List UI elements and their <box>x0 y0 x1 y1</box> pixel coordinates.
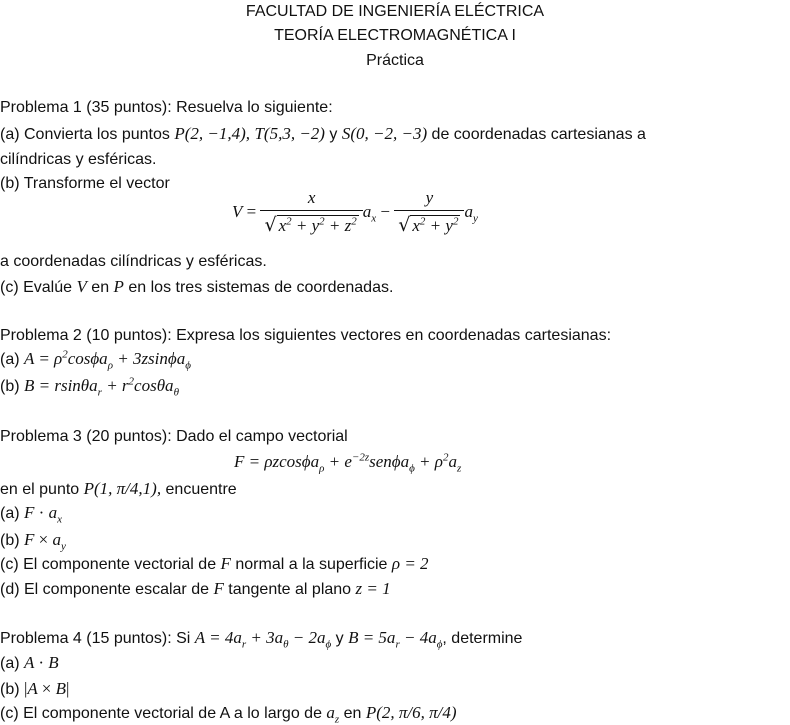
problem-1-a: (a) Convierta los puntos P(2, −1,4), T(5,3, −2) y S(0, −2, −3) de coordenadas cartesianas a <box>0 124 646 143</box>
problem-4-c: (c) El componente vectorial de A a lo largo de $a_z$ en P(2, π/6, π/4) <box>0 703 457 725</box>
problem-2-a: (a) $A = \rho^2\cos\phi a_\rho + 3zsin\phi a_\phi$ <box>0 348 191 372</box>
equation-v: V = $\frac{x}{√ x^2 + y^2 + z^2}$ $a_x$ − $\frac{y}{√ x^2 + y^2}$ $a_y$ <box>232 188 478 236</box>
problem-2-b: (b) $B = rsin\theta a_r + r^2\cos\theta a_\theta$ <box>0 375 179 399</box>
problem-4-title: Problema 4 (15 puntos): Si $A = 4a_r + 3a_\theta - 2a_\phi$ y $B = 5a_r - 4a_\phi$, determine <box>0 628 523 651</box>
problem-3-b: (b) $F \times a_y$ <box>0 530 66 553</box>
header-line-3: Práctica <box>366 52 424 69</box>
problem-2-title: Problema 2 (10 puntos): Expresa los siguientes vectores en coordenadas cartesianas: <box>0 327 612 344</box>
problem-4-a: (a) A · B <box>0 653 59 672</box>
header-line-2: TEORÍA ELECTROMAGNÉTICA I <box>274 27 516 44</box>
problem-3-title: Problema 3 (20 puntos): Dado el campo vectorial <box>0 428 348 445</box>
problem-3-d: (d) El componente escalar de F tangente al plano z = 1 <box>0 579 391 598</box>
problem-1-a-cont: cilíndricas y esféricas. <box>0 151 157 168</box>
problem-1-b-cont: a coordenadas cilíndricas y esféricas. <box>0 253 267 270</box>
header-line-1: FACULTAD DE INGENIERÍA ELÉCTRICA <box>245 3 545 20</box>
problem-4-b: (b) |A × B| <box>0 679 70 698</box>
problem-1-c: (c) Evalúe V en P en los tres sistemas de coordenadas. <box>0 277 394 296</box>
problem-3-point: en el punto P(1, π/4,1), encuentre <box>0 479 237 498</box>
problem-3-a: (a) $F \cdot a_x$ <box>0 503 62 526</box>
equation-f: $F = \rho zcos\phi a_\rho + e^{-2z}sen\phi a_\phi + \rho^2a_z$ <box>234 451 462 475</box>
problem-1-b: (b) Transforme el vector <box>0 175 170 192</box>
problem-1-title: Problema 1 (35 puntos): Resuelva lo siguiente: <box>0 99 333 116</box>
problem-3-c: (c) El componente vectorial de F normal a la superficie ρ = 2 <box>0 554 429 573</box>
